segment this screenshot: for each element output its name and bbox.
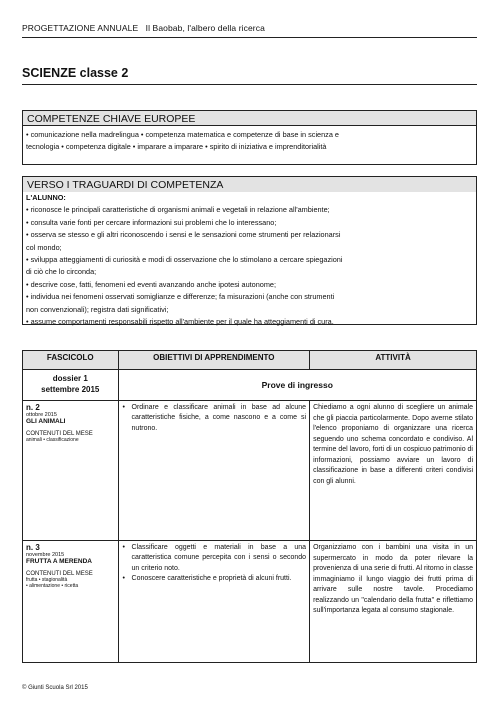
objectives-cell — [118, 541, 310, 663]
header-left: PROGETTAZIONE ANNUALE — [22, 23, 139, 33]
fascicolo-title: GLI ANIMALI — [26, 418, 66, 425]
dossier-cell — [23, 370, 119, 401]
fascicolo-date: novembre 2015 — [26, 552, 65, 558]
header-rule — [22, 37, 477, 38]
traguardi-subtitle: L'ALUNNO: — [26, 193, 66, 202]
traguardi-line: • individua nei fenomeni osservati somiglianze e differenze; fa misurazioni (anche con strumenti — [26, 292, 335, 302]
table-row — [23, 401, 477, 541]
prove-cell: Prove di ingresso — [118, 370, 476, 401]
fascicolo-cell — [23, 541, 119, 663]
title-rule — [22, 84, 477, 85]
traguardi-line: • riconosce le principali caratteristiche di organismi animali e vegetali in relazione all'ambiente; — [26, 205, 330, 215]
objectives-cell — [118, 401, 310, 541]
header-right: Il Baobab, l'albero della ricerca — [145, 23, 265, 33]
contenuti-tags: animali • classificazione — [26, 437, 79, 443]
page-title: SCIENZE classe 2 — [22, 66, 129, 80]
traguardi-line: • osserva se stesso e gli altri riconoscendo i sensi e le sensazioni come strumenti per relazionarsi — [26, 230, 341, 240]
traguardi-line: col mondo; — [26, 242, 62, 252]
fascicolo-number: n. 3 — [26, 543, 40, 552]
traguardi-line: • consulta varie fonti per cercare informazioni sui problemi che lo interessano; — [26, 217, 277, 227]
dossier-label: dossier 1 — [52, 374, 88, 383]
table-row-dossier — [23, 370, 477, 401]
activity-cell: Organizziamo con i bambini una visita in un supermercato in modo da poter rilevare la provenienza di una serie di frutti. Al ritorno in classe immaginiamo il lungo viaggio dei frutti prima di arrivare sulle nostre tavole. Procediamo realizzando un "calendario della frutta" e riflettiamo sull'importanza legata al consumo stagionale. — [310, 541, 477, 663]
competenze-line-1: • comunicazione nella madrelingua • competenza matematica e competenze di base in scienza e — [26, 130, 339, 139]
objective-item: • Conoscere caratteristiche e proprietà di alcuni frutti. — [132, 574, 307, 584]
activity-cell: Chiediamo a ogni alunno di scegliere un animale che gli piaccia particolarmente. Dopo averne stilato l'elenco proponiamo di organizzare una ricerca seguendo uno schema concordato e condiviso. Al termine del lavoro, forti di un cospicuo patrimonio di informazioni, possiamo avviare un lavoro di classificazione in base a differenti criteri condivisi con gli alunni. — [310, 401, 477, 541]
table-row — [23, 541, 477, 663]
competenze-box — [22, 110, 477, 165]
traguardi-line: • assume comportamenti responsabili rispetto all'ambiente per il quale ha atteggiamenti di cura. — [26, 317, 334, 327]
col-header-obiettivi: OBIETTIVI DI APPRENDIMENTO — [118, 351, 310, 370]
traguardi-line: • sviluppa atteggiamenti di curiosità e modi di osservazione che lo stimolano a cercare spiegazioni — [26, 255, 343, 265]
page-header — [22, 23, 265, 33]
col-header-fascicolo: FASCICOLO — [23, 351, 119, 370]
traguardi-box — [22, 176, 477, 325]
traguardi-line: di ciò che lo circonda; — [26, 267, 97, 277]
objective-item: • Ordinare e classificare animali in base ad alcune caratteristiche fisiche, a come nascono e a come si nutrono. — [132, 403, 307, 434]
col-header-attivita: ATTIVITÀ — [310, 351, 477, 370]
footer-copyright: © Giunti Scuola Srl 2015 — [22, 685, 88, 691]
competenze-body — [23, 126, 476, 154]
fascicolo-cell — [23, 401, 119, 541]
contenuti-label: CONTENUTI DEL MESE — [26, 431, 93, 437]
table-header-row — [23, 351, 477, 370]
contenuti-tags-2: • alimentazione • ricetta — [26, 583, 79, 589]
traguardi-line: non convenzionali); registra dati significativi; — [26, 304, 169, 314]
contenuti-tags: frutta • stagionalità — [26, 577, 68, 583]
traguardi-title: VERSO I TRAGUARDI DI COMPETENZA — [23, 177, 476, 192]
competenze-title: COMPETENZE CHIAVE EUROPEE — [23, 111, 476, 126]
competenze-line-2: tecnologia • competenza digitale • imparare a imparare • spirito di iniziativa e imprenditorialità — [26, 142, 327, 152]
program-table — [22, 350, 477, 663]
fascicolo-title: FRUTTA A MERENDA — [26, 558, 92, 565]
objective-item: • Classificare oggetti e materiali in base a una caratteristica comune percepita con i sensi o secondo un criterio noto. — [132, 543, 307, 574]
contenuti-label: CONTENUTI DEL MESE — [26, 571, 93, 577]
traguardi-line: • descrive cose, fatti, fenomeni ed eventi avanzando anche ipotesi autonome; — [26, 279, 276, 289]
traguardi-body — [23, 192, 476, 328]
fascicolo-number: n. 2 — [26, 403, 40, 412]
fascicolo-date: ottobre 2015 — [26, 412, 57, 418]
dossier-date: settembre 2015 — [41, 385, 100, 394]
